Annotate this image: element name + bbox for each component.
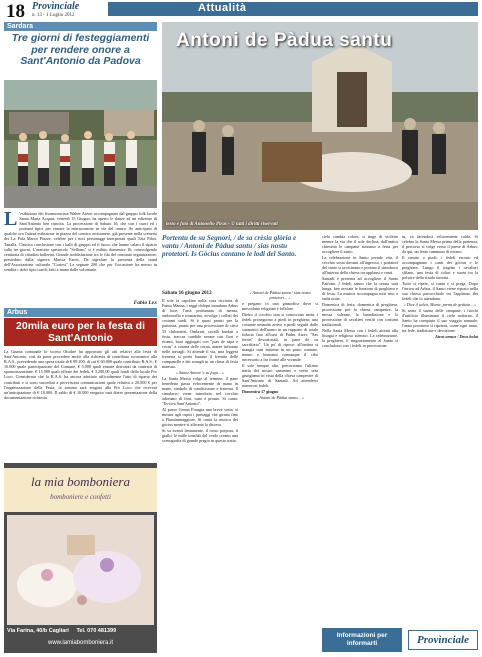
article-body: 'esibizione dei fisarmonicista Walter Atzori accompagnato dal gruppo folk locale Santa Maria Acquas, venerdì 15 Giugno, ha aperto le danze ad un edizione di Sant'Antonio ben riuscita. La processione di Sabato 16, che con i cuori ed i profumi tipici per entrare la mirraconeore in vie del centro. Se anticipato di qualche ora l'attesa esibizione in piazza del comico orristanese, già presente nella sceneria dei La Pola Marco Piazze, celebre per i noti personaggi interpretati quali Tzia Piboi, Tanalla. Classica conclusione con i balli di gruppo ed il fuoco che hanno calato il sipario sulla tre giorni. L'oratorio spettacolo "Sellians" si è esibito domenica 16, coinvolgendo centinaia di cittadini ballerini. Grande soddisfazione tra le fila del comitato organizzatore, presieduto dalla signora Marisa Farris. Da sigrafare la presenza della stand dell'Associazione culturale "Cortesi" La segnate 200 che per l'occasione ha messo in vendita i dolci tipici sardi, fatti a mano dalle volontarie.: [4, 211, 157, 273]
arbus-headline: 20mila euro per la festa di Sant'Antonio: [4, 318, 157, 346]
page-header: [0, 0, 482, 24]
col1-quote: « Santu Antoni 'e su fogu... »: [175, 369, 225, 375]
section-title: Attualità: [198, 2, 247, 14]
col1-p4: Si va avanti lentamente, il rosso porpora, il giallo, le mille tonalità del verde creano una scenografia di grande pregio in questo tratto.: [162, 427, 238, 443]
sardara-body: [4, 208, 157, 273]
ad-brand-panel: [4, 468, 157, 512]
main-col-4: [402, 234, 478, 339]
arbus-body: La Giunta comunale lo scorso Ottobre ha approvato gli atti relativi alla festa di Sant'Antonio, così da poter procedere anche alla richiesta di contributo economico alla R.A.S., prevedendo una spesa totale di € 99.200, di cui € 60.000 quale contributo R.A.S., € 16.000 quale partecipazione del Comune, € 5.000 quali entrate derivanti da contratti di sponsorizzazione, € 15.000 quali offerte dei fedeli, € 3.200,00 quali fondi della locale Pro Loco. Considerato che la R.A.S. ha ancora adottato ufficialmente l'atto di riparto dei contributi e si sono succeduti a provvisoria comunicazioni quale relativa a 20.000 € per l'organizzazione della Festa; la somma sarà erogata alla Pro Loco che riceverà un'anticipazione di € 10.000. Il saldo di € 10.000 eseguito sarà dietro presentazione della documentazione richiesta.: [4, 349, 157, 400]
ad-address: Via Farina, 40/b Cagliari: [7, 628, 69, 634]
page-number: 18: [6, 1, 25, 22]
col1-p3: Al passo Genna Frongia una breve sosta, si mostra agli ospiti i paesaggi che girano fino a Fluminimaggiore. Si canta la musica dei gòcius mentre si affronta la discesa.: [162, 406, 238, 428]
col4-p3: Tutto si ripete, si canta e si prega. Dopo l'arrivo ad Arbus, il Santo viene riposto nella sua chiesa parrocchiale tra l'applauso dei fedeli che lo attendono.: [402, 281, 478, 302]
col2-quote: « Antoni de Pàdua santu... »: [256, 394, 304, 400]
main-col-3: [322, 234, 398, 349]
sardara-photo: [4, 80, 157, 208]
masthead-logo: [32, 2, 79, 18]
ad-contact: [7, 628, 154, 634]
main-date-heading: Sabato 16 giugno 2012: [162, 290, 212, 296]
main-col-2: [242, 290, 318, 401]
col2-p3: Dietro il cocchio non si conoscono meta, i fedeli proseguono a piedi in preghiera; una costante umanità arriva a piedi seguiti dalle suonatrici dell'uomo in un rapporto di totale fiducia fino all'oasi di Padru Atzei: "Sas ferras" devozionali, in pane de su sacrifitzio". Un po' di riposo: all'ombra si mangia tutti insieme in un pasto comune, nonno e bisnonni comunque il cibo necessario a far fronte alle vivande.: [242, 311, 318, 363]
col3-p2: La celebrazione in Santo prende vita, il cocchio sosta davanti all'ingresso, i portatori del santo si avvicinano e portano il simulacro all'interno della chiesa tra applausi e canti.: [322, 254, 398, 276]
col2-p1: « Antoni de Pàdua santu / sias nostu protetori... »: [249, 290, 311, 301]
article-byline: Fabio Lex: [133, 300, 157, 306]
main-headline: Antoni de Pàdua santu: [176, 30, 393, 51]
col3-p1: cielo cambia colore, si tinge di violetto mentre la via che il sole declina, dall'antica chiesetta le campane suonano a festa per accogliere il santo.: [322, 234, 398, 255]
main-intro: Portentu de su Segnori, / de sa crèsia glòria e vantu / Antoni de Pàdua santu / sias nostu protetori. Is Gòcius cantano le lodi del Santo.: [162, 234, 297, 259]
bomboniera-ad[interactable]: [4, 463, 157, 653]
ad-photo: [7, 515, 154, 625]
col1-p2: La Santa Messa volge al termine, il pane benedetto passa velocemente di mano in mano, simbolo di condivisione e fraterna. Il simulacro viene introdotto nel cocchio adornato di fiori, tutto è pronto. Si canta: "Evviva Sant'Antonio".: [162, 375, 238, 407]
ad-tagline: bomboniere e confetti: [50, 493, 111, 501]
footer-info-box: [322, 628, 402, 652]
col2-heading: Domenica 17 giugno: [242, 389, 279, 395]
dropcap: L: [4, 208, 18, 230]
main-headline-band: [162, 22, 478, 58]
masthead-title: Provìnciale: [32, 1, 80, 12]
article-headline: Tre giorni di festeggiamenti per rendere onore a Sant'Antonio da Padova: [11, 32, 150, 67]
main-col-1: [162, 298, 238, 444]
photo-credit: testo e foto di Antonello Piras - © tutti i diritti riservati: [166, 222, 278, 227]
col4-p5: Si sente il suono delle campane, i fuochi d'artificio illuminano il cielo notturno, il Santo ha compiuto il suo viaggio annuale; l'anno prossimo si ripeterà, come ogni anno, tra fede, tradizione e devozione.: [402, 307, 478, 334]
arbus-kicker: Arbus: [4, 308, 157, 317]
issue-line: n. 13 - 1 Luglio 2012: [32, 13, 75, 18]
col4-p1: tu, va facendosi velocemente caldo. Si celebra la Santa Messa prima della partenza, il percorso si volge verso il paese di Arbus; da qui, un lento cammino di ritorno.: [402, 234, 478, 255]
col2-p4: Il sole sempre alto, percorriamo l'ultimo tratto del nostro cammino e verso sera giungiamo in vista della chiesa campestre di Sant'Antonio di Santadi. Ad attenderci numerosi fedeli.: [242, 363, 318, 389]
footer-info: Informazioni per informarti: [336, 632, 388, 647]
col1-p1: Il sole fa capolino nella cosa riccioria di Funtu Manna, i raggi obliqui inondano Arbus di luce; l'aria profumata di menta, ombrosella e rosmarino, avvolge i colleit dei costumi sardi. Si è quasi pronti per la partenza, pronti per una processione di circa 35 chilometri. Ombrati, cavalli bardati a festa, traccas candide ornate con fiori e ricami, buoi aggiogati con "juas de sapa e cocas" a corona delle corna, araree infiorate nelle travagli. Si attende il via, una leggera frenesia si porta lontano il fremito delle campanelle e dei sonagli in un clima di festa mansua.: [162, 298, 238, 370]
section-bar: [108, 2, 478, 16]
col4-p2: Il rientro a piedi: i fedeli escono ed accompagnano i canti dei gòcius e le preghiere. Lungo il tragitto i cavalieri sfilano, una festa di colori e suoni tra la polvere della strada sterrata.: [402, 254, 478, 281]
ad-brand: la mia bomboniera: [31, 474, 130, 489]
col3-p5: Nella Santa Messa con i fedeli attenti alla liturgia e religioso silenzio. La celebrazione, la preghiera, il ringraziamento al Santo si concludono con i fedeli in processione.: [322, 328, 398, 349]
footer-masthead: Provìnciale: [408, 630, 478, 650]
sardara-article: [4, 22, 157, 68]
ad-website[interactable]: www.lamiabomboniera.it: [47, 640, 114, 646]
ad-phone-label: Tel.: [76, 628, 86, 634]
col2-p2: e pregano in una ginnodica dove si mescolano religione e folklore.: [242, 300, 318, 311]
article-kicker: Sardara: [4, 22, 157, 31]
ad-phone: 070 481399: [87, 628, 117, 634]
arbus-article: [4, 308, 157, 400]
col3-p3: Santadi è presenta ad accogliere il Santo Patrono. I fedeli sanno che la serata sarà lunga, ben avviate le funzioni di preghiera e di festa. La musica accompagna tutti sino a tarda notte.: [322, 275, 398, 302]
col4-quote: « Dies il salvit, Maria, prena de gràtzia... »: [403, 302, 477, 307]
col3-p4: Domenica di festa, domenica di preghiera, processione per la chiesa campestre, la messa solenne, la benedizione e la processione di cavalieri vestiti con costumi tradizionali.: [322, 302, 398, 328]
signoff: Atras annus / Deus bolat: [435, 333, 478, 339]
